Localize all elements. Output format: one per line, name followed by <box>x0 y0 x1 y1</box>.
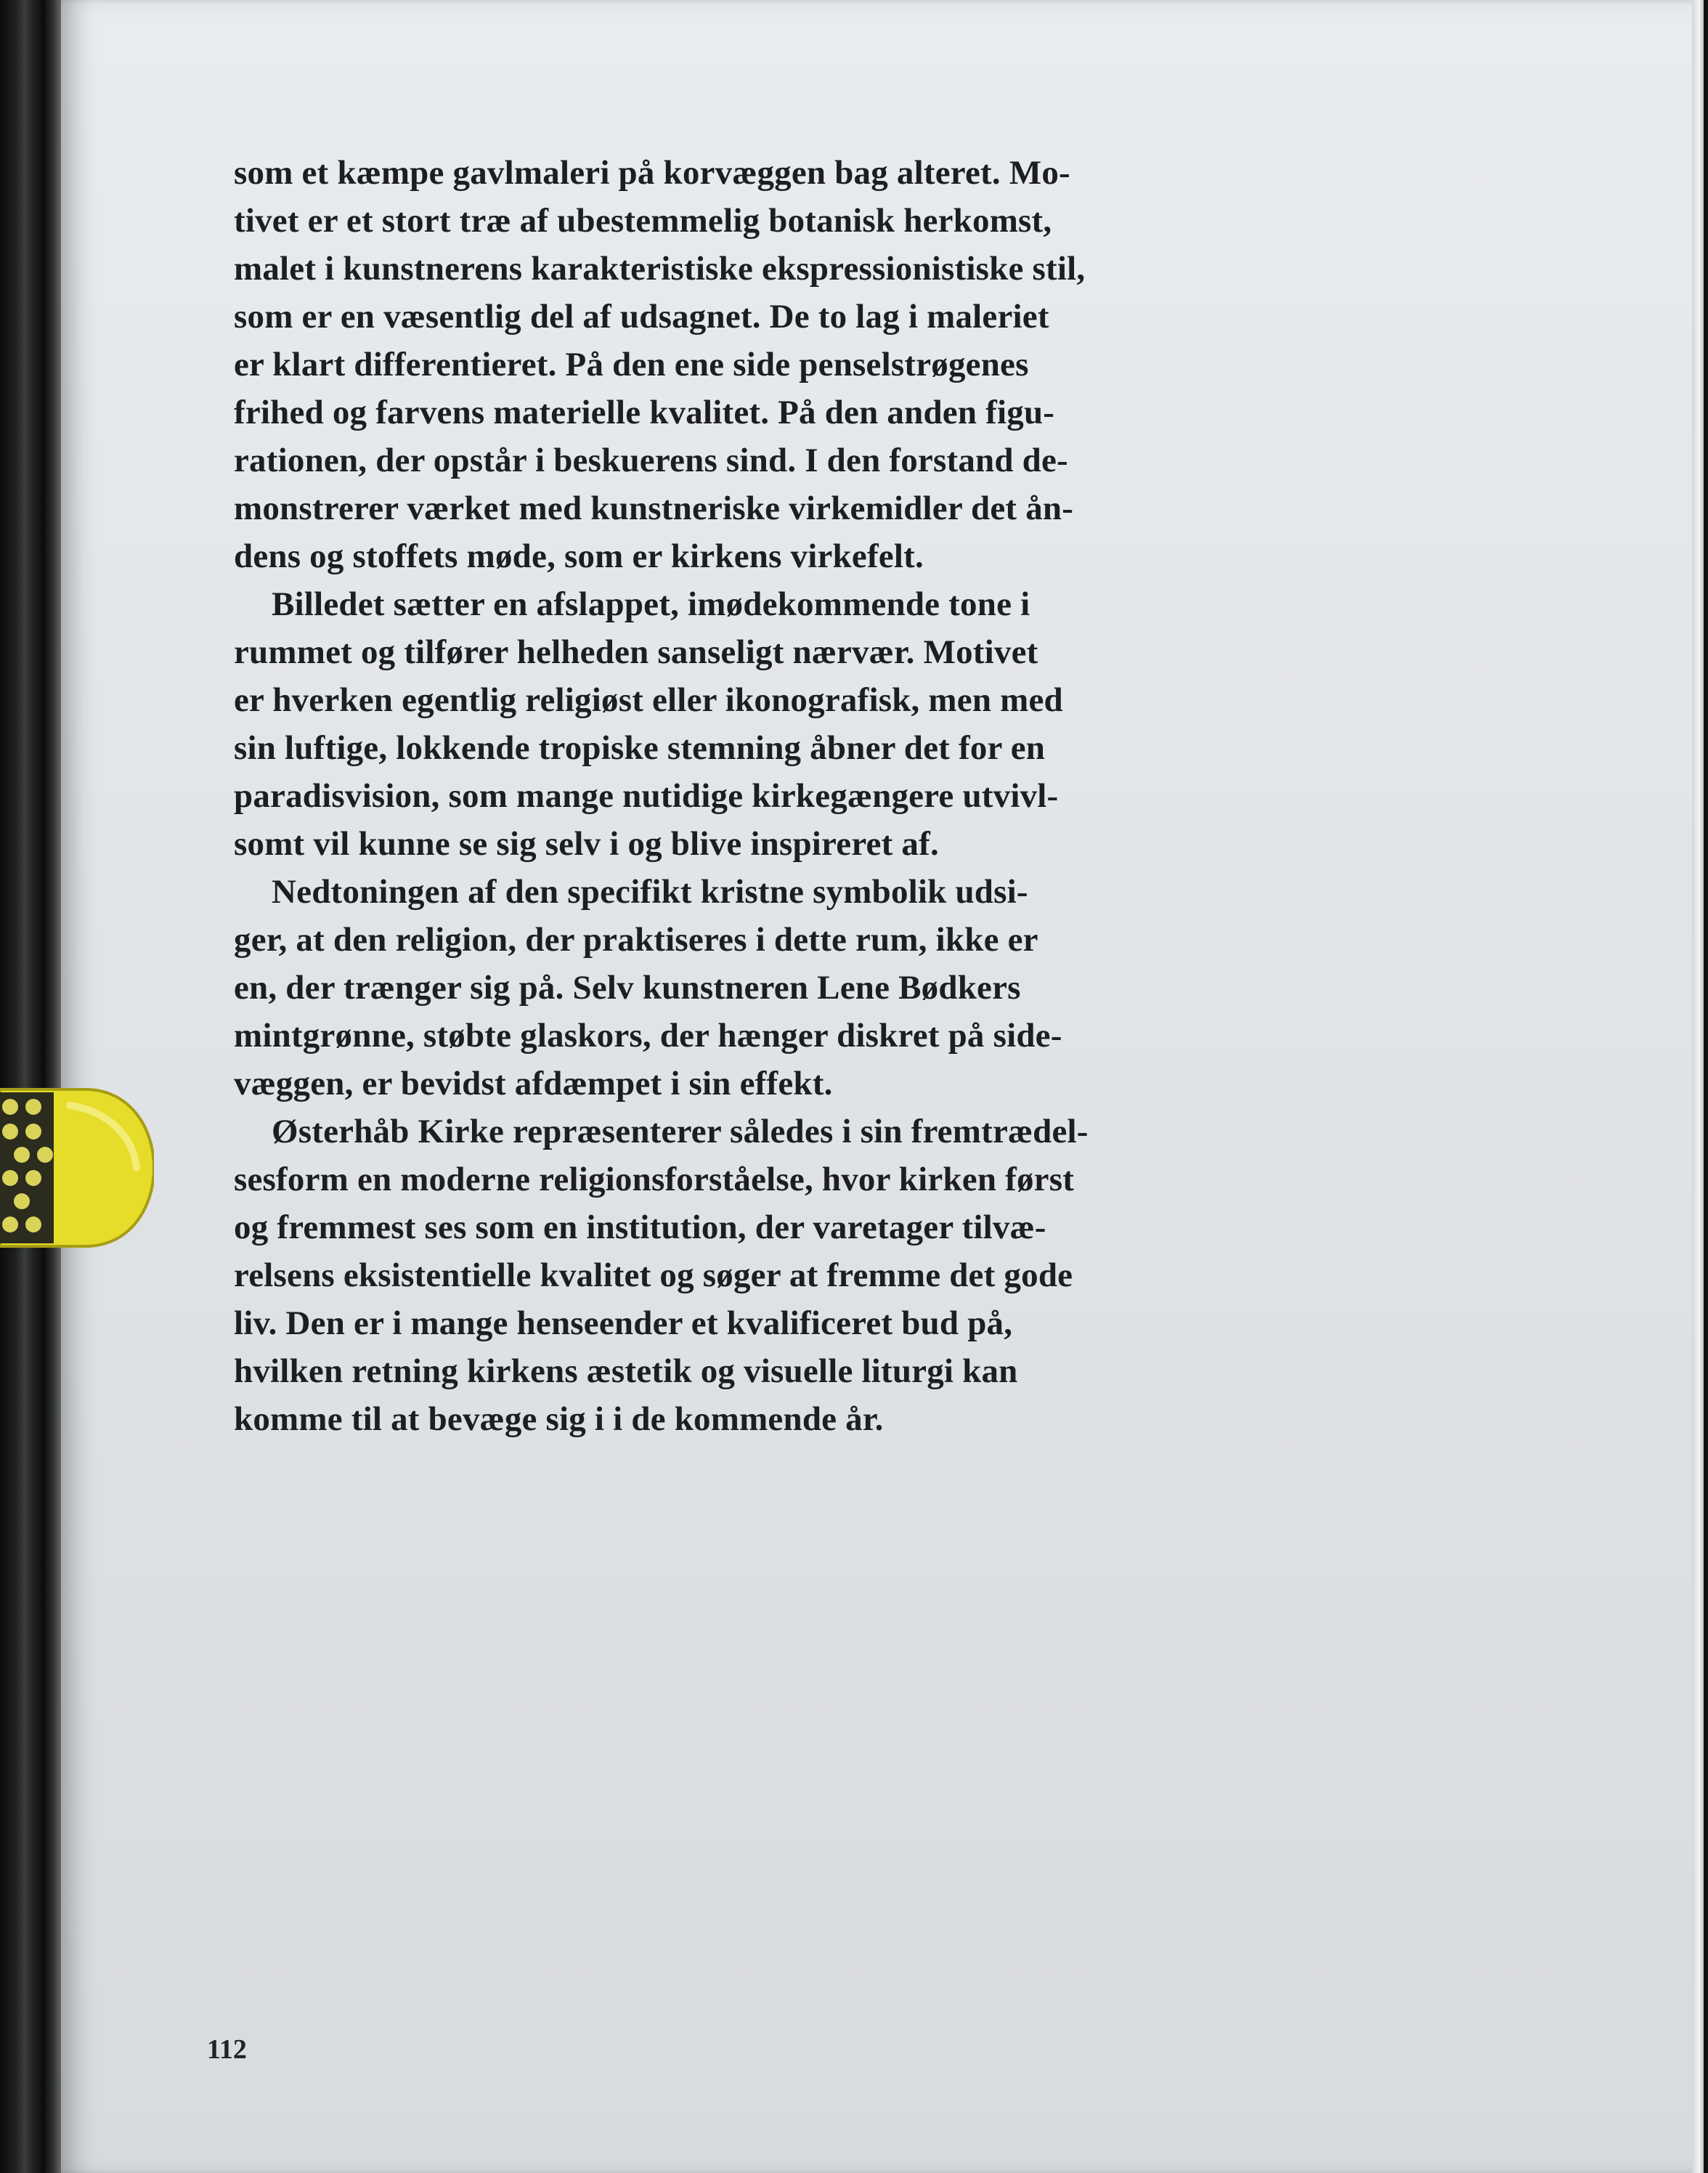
text-line: somt vil kunne se sig selv i og blive inspireret af. <box>234 825 939 863</box>
text-line: Nedtoningen af den specifikt kristne symbolik udsi- <box>272 873 1028 911</box>
text-line: Billedet sætter en afslappet, imødekommende tone i <box>272 585 1030 623</box>
paragraph <box>234 149 1250 580</box>
text-line: sin luftige, lokkende tropiske stemning åbner det for en <box>234 729 1046 767</box>
text-line: en, der trænger sig på. Selv kunstneren Lene Bødkers <box>234 969 1021 1007</box>
text-line: relsens eksistentielle kvalitet og søger at fremme det gode <box>234 1256 1073 1294</box>
text-line: mintgrønne, støbte glaskors, der hænger diskret på side- <box>234 1017 1062 1055</box>
text-line: og fremmest ses som en institution, der varetager tilvæ- <box>234 1209 1046 1246</box>
text-line: dens og stoffets møde, som er kirkens virkefelt. <box>234 537 924 575</box>
text-line: er hverken egentlig religiøst eller ikonografisk, men med <box>234 681 1063 719</box>
bookmark-clip-icon <box>0 1076 154 1259</box>
page-edge <box>1692 0 1704 2173</box>
paragraph <box>234 580 1250 868</box>
text-line: monstrerer værket med kunstneriske virkemidler det ån- <box>234 490 1074 527</box>
text-line: er klart differentieret. På den ene side penselstrøgenes <box>234 346 1029 383</box>
paragraph <box>234 1108 1250 1443</box>
text-line: paradisvision, som mange nutidige kirkegængere utvivl- <box>234 777 1059 815</box>
text-line: ger, at den religion, der praktiseres i dette rum, ikke er <box>234 921 1038 959</box>
text-line: væggen, er bevidst afdæmpet i sin effekt. <box>234 1065 833 1102</box>
text-line: sesform en moderne religionsforståelse, hvor kirken først <box>234 1161 1075 1198</box>
text-line: liv. Den er i mange henseender et kvalificeret bud på, <box>234 1304 1013 1342</box>
text-line: rummet og tilfører helheden sanseligt nærvær. Motivet <box>234 633 1038 671</box>
text-line: som et kæmpe gavlmaleri på korvæggen bag alteret. Mo- <box>234 154 1070 192</box>
paragraph <box>234 868 1250 1108</box>
text-line: Østerhåb Kirke repræsenterer således i sin fremtrædel- <box>272 1113 1089 1150</box>
text-line: malet i kunstnerens karakteristiske ekspressionistiske stil, <box>234 250 1086 288</box>
text-line: rationen, der opstår i beskuerens sind. I den forstand de- <box>234 442 1068 479</box>
text-line: frihed og farvens materielle kvalitet. På den anden figu- <box>234 394 1055 431</box>
body-text <box>234 149 1250 1443</box>
text-line: komme til at bevæge sig i i de kommende år. <box>234 1400 884 1438</box>
text-line: som er en væsentlig del af udsagnet. De to lag i maleriet <box>234 298 1049 336</box>
text-line: hvilken retning kirkens æstetik og visuelle liturgi kan <box>234 1352 1018 1390</box>
text-line: tivet er et stort træ af ubestemmelig botanisk herkomst, <box>234 202 1052 240</box>
page-number: 112 <box>207 2034 247 2065</box>
book-page <box>61 0 1704 2173</box>
